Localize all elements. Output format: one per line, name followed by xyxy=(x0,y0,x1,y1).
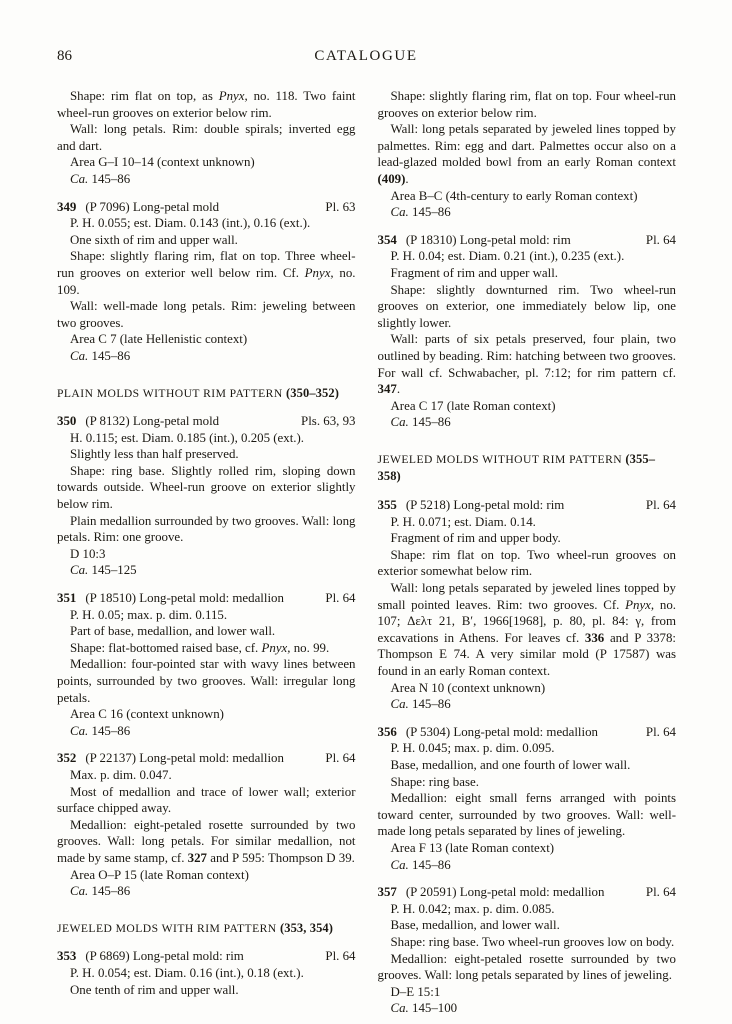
text-run: Area N 10 (context unknown) xyxy=(390,680,546,695)
text-run: no. 107; Δελτ 21, Β′, 1966[1968], p. 80, pl. 84: γ, from excavations in Athens. For leaves cf. xyxy=(377,597,676,645)
paragraph xyxy=(378,840,677,857)
paragraph xyxy=(378,790,677,840)
text-run: 347 xyxy=(377,382,397,397)
entry-number: 353 xyxy=(57,949,77,964)
paragraph xyxy=(57,562,356,579)
text-run: One tenth of rim and upper wall. xyxy=(70,982,239,997)
text-run: Shape: ring base. xyxy=(390,774,479,789)
paragraph xyxy=(57,248,356,298)
text-run: Ca. xyxy=(390,697,409,712)
entry-number: 352 xyxy=(57,751,77,766)
text-run: Slightly less than half preserved. xyxy=(70,447,239,462)
entry-description: (P 22137) Long-petal mold: medallion xyxy=(85,751,284,766)
paragraph xyxy=(57,463,356,513)
entry-number: 351 xyxy=(57,591,77,606)
entry-description: (P 18510) Long-petal mold: medallion xyxy=(85,591,284,606)
entry-header xyxy=(57,590,356,607)
paragraph xyxy=(378,774,677,791)
text-run: 145–86 xyxy=(88,884,131,899)
section-heading xyxy=(378,451,677,486)
plate-reference: Pl. 64 xyxy=(645,232,676,247)
text-run: no. 118. Two faint wheel-run grooves on exterior below rim. xyxy=(57,89,356,120)
entry-header xyxy=(378,232,677,249)
paragraph xyxy=(378,88,677,121)
paragraph xyxy=(57,88,356,121)
paragraph xyxy=(378,398,677,415)
paragraph xyxy=(378,696,677,713)
text-run: Ca. xyxy=(390,415,409,430)
paragraph xyxy=(57,171,356,188)
entry-title xyxy=(57,199,219,216)
entry-title xyxy=(57,590,284,607)
entry-description: (P 5218) Long-petal mold: rim xyxy=(405,498,565,513)
text-run: Max. p. dim. 0.047. xyxy=(70,767,172,782)
text-run: no. 109. xyxy=(57,265,356,297)
entry-title xyxy=(57,413,219,430)
text-run: Wall: well-made long petals. Rim: jeweling between two grooves. xyxy=(57,299,356,330)
paragraph xyxy=(57,706,356,723)
entry-header xyxy=(378,724,677,741)
paragraph xyxy=(57,446,356,463)
paragraph xyxy=(378,580,677,680)
page-number: 86 xyxy=(57,48,72,64)
text-run: 145–86 xyxy=(88,723,131,738)
paragraph xyxy=(378,414,677,431)
entry-header xyxy=(378,497,677,514)
entry-header xyxy=(57,750,356,767)
text-run: P. H. 0.055; est. Diam. 0.143 (int.), 0.16 (ext.). xyxy=(70,216,311,231)
paragraph xyxy=(57,867,356,884)
text-run: Pnyx, xyxy=(304,265,334,280)
text-run: Area O–P 15 (late Roman context) xyxy=(70,867,249,882)
entry-title xyxy=(378,497,565,514)
text-run: (353, 354) xyxy=(279,920,334,935)
paragraph xyxy=(378,901,677,918)
right-column xyxy=(378,88,677,1017)
text-run: PLAIN MOLDS WITHOUT RIM PATTERN xyxy=(57,386,287,400)
text-run: Ca. xyxy=(390,205,409,220)
text-run: Area B–C (4th-century to early Roman context) xyxy=(390,188,638,203)
paragraph xyxy=(57,982,356,999)
entry-number: 354 xyxy=(377,232,397,247)
text-run: Ca. xyxy=(70,884,89,899)
text-run: P. H. 0.05; max. p. dim. 0.115. xyxy=(70,607,228,622)
paragraph xyxy=(57,607,356,624)
entry-header xyxy=(378,884,677,901)
text-run: 145–86 xyxy=(408,857,451,872)
paragraph xyxy=(378,757,677,774)
text-run: Pnyx, xyxy=(261,640,291,655)
text-run: H. 0.115; est. Diam. 0.185 (int.), 0.205 (ext.). xyxy=(70,430,305,445)
text-run: Shape: rim flat on top. Two wheel-run grooves on exterior somewhat below rim. xyxy=(377,547,676,579)
entry-header xyxy=(57,948,356,965)
text-run: Area C 17 (late Roman context) xyxy=(390,398,556,413)
paragraph xyxy=(378,265,677,282)
text-run: Medallion: eight-petaled rosette surrounded by two grooves. Wall: long petals separated by lines of jeweling. xyxy=(377,951,676,983)
entry-description: (P 18310) Long-petal mold: rim xyxy=(405,232,571,247)
text-run: Shape: slightly flaring rim, flat on top. Three wheel-run grooves on exterior well below rim. Cf. xyxy=(57,249,356,280)
entry-number: 357 xyxy=(377,885,397,900)
text-run: JEWELED MOLDS WITHOUT RIM PATTERN xyxy=(377,452,626,466)
text-run: Area G–I 10–14 (context unknown) xyxy=(70,155,255,170)
paragraph xyxy=(57,298,356,331)
plate-reference: Pl. 64 xyxy=(325,949,356,964)
text-run: P. H. 0.042; max. p. dim. 0.085. xyxy=(390,901,555,916)
text-run: D 10:3 xyxy=(70,546,106,561)
text-run: 145–86 xyxy=(88,171,131,186)
paragraph xyxy=(57,513,356,546)
text-run: Shape: ring base. Slightly rolled rim, sloping down towards outside. Wheel-run groove on exterior slightly below rim. xyxy=(57,463,356,512)
paragraph xyxy=(378,917,677,934)
entry-number: 356 xyxy=(377,724,397,739)
page-header xyxy=(0,47,732,66)
left-column xyxy=(57,88,356,1017)
text-run: (350–352) xyxy=(286,385,339,400)
text-run: 145–86 xyxy=(408,697,451,712)
paragraph xyxy=(378,680,677,697)
text-run: Wall: parts of six petals preserved, four plain, two outlined by beading. Rim: hatching between two grooves. For wall cf. Schwabacher, pl. 7:12; for rim pattern cf. xyxy=(377,332,676,380)
text-run: Shape: flat-bottomed raised base, cf. xyxy=(70,640,262,655)
text-run: Wall: long petals separated by jeweled lines topped by small pointed leaves. Rim: two grooves. Cf. xyxy=(377,581,676,612)
text-run: 145–86 xyxy=(408,205,451,220)
text-run: Area F 13 (late Roman context) xyxy=(390,840,555,855)
entry-number: 350 xyxy=(57,414,77,429)
text-run: P. H. 0.045; max. p. dim. 0.095. xyxy=(390,741,555,756)
paragraph xyxy=(378,934,677,951)
entry-header xyxy=(57,413,356,430)
entry-title xyxy=(57,750,284,767)
text-run: Medallion: eight-petaled rosette surrounded by two grooves. Wall: long petals. For similar medallion, not made by same stamp, cf. xyxy=(57,817,356,865)
paragraph xyxy=(378,547,677,580)
text-run: Shape: rim flat on top, as xyxy=(70,89,219,103)
text-run: Pnyx, xyxy=(218,89,248,103)
paragraph xyxy=(57,883,356,900)
paragraph xyxy=(57,656,356,706)
entry-header xyxy=(57,199,356,216)
plate-reference: Pl. 64 xyxy=(645,724,676,739)
paragraph xyxy=(57,215,356,232)
text-run: Shape: ring base. Two wheel-run grooves low on body. xyxy=(390,934,675,949)
text-run: Fragment of rim and upper body. xyxy=(390,531,561,546)
paragraph xyxy=(378,204,677,221)
text-run: Area C 7 (late Hellenistic context) xyxy=(70,332,248,347)
paragraph xyxy=(57,348,356,365)
text-run: Ca. xyxy=(390,857,409,872)
text-run: no. 99. xyxy=(290,640,330,655)
entry-number: 349 xyxy=(57,199,77,214)
text-run: 336 xyxy=(584,630,605,645)
paragraph xyxy=(378,984,677,1001)
text-run: Shape: slightly downturned rim. Two wheel-run grooves on exterior, one immediately below lip, one slightly lower. xyxy=(377,282,676,330)
text-run: and P 595: Thompson D 39. xyxy=(207,850,355,865)
paragraph xyxy=(57,723,356,740)
text-run: Ca. xyxy=(70,723,89,738)
plate-reference: Pl. 64 xyxy=(645,885,676,900)
text-run: Wall: long petals. Rim: double spirals; inverted egg and dart. xyxy=(57,122,356,153)
text-run: . xyxy=(405,171,409,186)
text-run: Ca. xyxy=(390,1001,409,1016)
plate-reference: Pls. 63, 93 xyxy=(301,414,356,429)
paragraph xyxy=(57,640,356,657)
entry-description: (P 8132) Long-petal mold xyxy=(85,414,220,429)
text-run: Area C 16 (context unknown) xyxy=(70,707,224,722)
paragraph xyxy=(57,623,356,640)
paragraph xyxy=(378,188,677,205)
entry-title xyxy=(57,948,244,965)
paragraph xyxy=(378,1000,677,1017)
section-heading xyxy=(57,385,356,403)
paragraph xyxy=(57,965,356,982)
paragraph xyxy=(378,514,677,531)
text-run: 145–100 xyxy=(408,1001,458,1016)
paragraph xyxy=(378,121,677,187)
text-run: JEWELED MOLDS WITH RIM PATTERN xyxy=(57,921,280,935)
entry-description: (P 7096) Long-petal mold xyxy=(85,199,220,214)
paragraph xyxy=(57,767,356,784)
text-run: 145–86 xyxy=(408,415,451,430)
text-run: Pnyx, xyxy=(625,597,655,612)
paragraph xyxy=(378,857,677,874)
page-title: CATALOGUE xyxy=(314,48,418,64)
text-run: Fragment of rim and upper wall. xyxy=(390,265,559,280)
text-run: D–E 15:1 xyxy=(390,984,441,999)
entry-description: (P 6869) Long-petal mold: rim xyxy=(85,949,244,964)
paragraph xyxy=(378,740,677,757)
paragraph xyxy=(378,331,677,397)
text-run: (355–358) xyxy=(377,451,656,484)
paragraph xyxy=(378,951,677,984)
paragraph xyxy=(57,232,356,249)
text-columns xyxy=(0,88,732,1017)
text-run: 327 xyxy=(187,850,207,865)
paragraph xyxy=(57,121,356,154)
text-run: and P 3378: Thompson E 74. A very similar mold (P 17587) was found in an early Roman context. xyxy=(377,630,676,678)
entry-description: (P 5304) Long-petal mold: medallion xyxy=(405,724,598,739)
text-run: Ca. xyxy=(70,171,89,186)
text-run: Wall: long petals separated by jeweled lines topped by palmettes. Rim: egg and dart. Palmettes occur also on a lead-glazed molded bowl from an early Roman context xyxy=(377,122,676,170)
text-run: Part of base, medallion, and lower wall. xyxy=(70,624,276,639)
text-run: Ca. xyxy=(70,563,89,578)
text-run: . xyxy=(396,382,401,397)
text-run: Shape: slightly flaring rim, flat on top. Four wheel-run grooves on exterior below rim. xyxy=(377,89,676,120)
text-run: Medallion: eight small ferns arranged with points toward center, surrounded by two grooves. Wall: well-made long petals separated by lines of jeweling. xyxy=(377,791,676,839)
text-run: Medallion: four-pointed star with wavy lines between points, surrounded by two grooves. Wall: irregular long petals. xyxy=(57,657,356,705)
entry-title xyxy=(378,884,605,901)
text-run: P. H. 0.071; est. Diam. 0.14. xyxy=(390,514,536,529)
paragraph xyxy=(57,784,356,817)
text-run: P. H. 0.04; est. Diam. 0.21 (int.), 0.235 (ext.). xyxy=(390,249,625,264)
paragraph xyxy=(57,154,356,171)
plate-reference: Pl. 64 xyxy=(325,591,356,606)
paragraph xyxy=(378,248,677,265)
text-run: Ca. xyxy=(70,348,89,363)
paragraph xyxy=(378,282,677,332)
text-run: Most of medallion and trace of lower wall; exterior surface chipped away. xyxy=(57,784,356,816)
text-run: Base, medallion, and one fourth of lower wall. xyxy=(390,757,631,772)
text-run: Plain medallion surrounded by two grooves. Wall: long petals. Rim: one groove. xyxy=(57,513,356,545)
text-run: 145–86 xyxy=(88,348,131,363)
plate-reference: Pl. 64 xyxy=(645,498,676,513)
text-run: 145–125 xyxy=(88,563,137,578)
text-run: Base, medallion, and lower wall. xyxy=(390,918,560,933)
paragraph xyxy=(57,817,356,867)
text-run: P. H. 0.054; est. Diam. 0.16 (int.), 0.18 (ext.). xyxy=(70,965,304,980)
entry-title xyxy=(378,232,571,249)
plate-reference: Pl. 64 xyxy=(325,751,356,766)
plate-reference: Pl. 63 xyxy=(325,199,356,214)
paragraph xyxy=(57,546,356,563)
section-heading xyxy=(57,920,356,938)
paragraph xyxy=(378,530,677,547)
entry-number: 355 xyxy=(377,498,397,513)
entry-description: (P 20591) Long-petal mold: medallion xyxy=(405,885,605,900)
paragraph xyxy=(57,331,356,348)
text-run: One sixth of rim and upper wall. xyxy=(70,232,238,247)
text-run: (409) xyxy=(377,171,406,186)
entry-title xyxy=(378,724,598,741)
paragraph xyxy=(57,430,356,447)
